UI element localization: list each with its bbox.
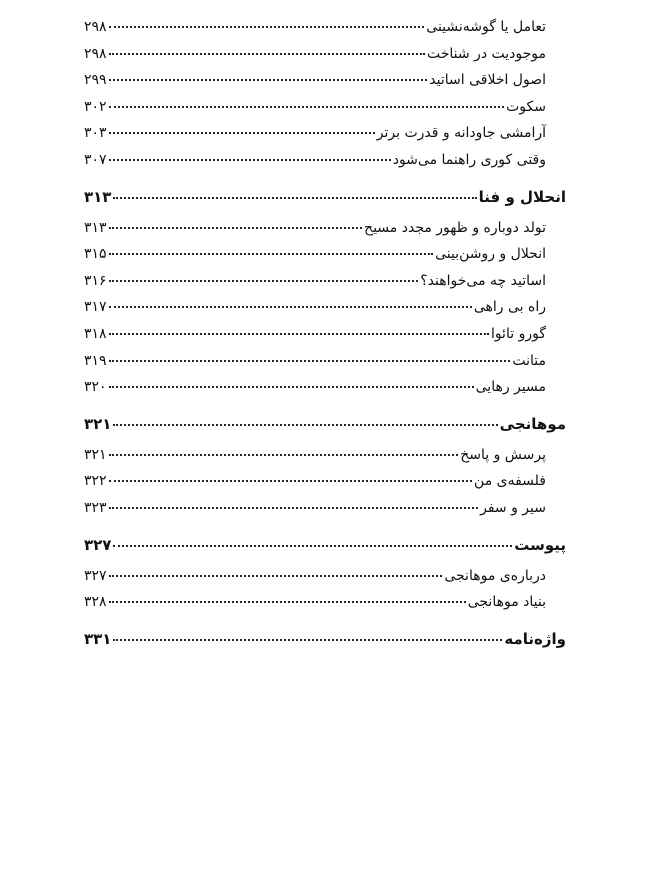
toc-chapter-title: پیوست xyxy=(514,535,566,554)
dot-leader xyxy=(109,92,505,108)
dot-leader xyxy=(113,182,476,199)
toc-chapter xyxy=(84,406,566,442)
toc-entry xyxy=(84,41,566,68)
toc-entry xyxy=(84,268,566,295)
toc-chapter xyxy=(84,179,566,215)
dot-leader xyxy=(109,561,443,577)
toc-chapter-page: ۳۲۷ xyxy=(84,535,112,554)
toc-entry xyxy=(84,147,566,174)
toc-entry xyxy=(84,348,566,375)
dot-leader xyxy=(109,118,375,134)
toc-entry-title: بنیاد موهانجی xyxy=(467,594,546,611)
toc-entry-title: سیر و سفر xyxy=(480,499,546,516)
toc-entry-title: آرامشی جاودانه و قدرت برتر xyxy=(376,125,546,142)
toc-chapter-title: موهانجی xyxy=(499,414,566,433)
toc-entry xyxy=(84,94,566,121)
toc-entry-title: پرسش و پاسخ xyxy=(460,446,546,463)
toc-entry-title: تعامل یا گوشه‌نشینی xyxy=(426,19,546,35)
dot-leader xyxy=(109,266,419,282)
toc-chapter-page: ۳۳۱ xyxy=(84,629,112,648)
toc-entry-page: ۳۲۰ xyxy=(84,379,107,396)
toc-entry-title: وقتی کوری راهنما می‌شود xyxy=(392,151,546,168)
toc-chapter-page: ۳۲۱ xyxy=(84,414,112,433)
toc-entry-page: ۳۲۲ xyxy=(84,473,107,490)
table-of-contents xyxy=(84,14,566,657)
toc-chapter-title: انحلال و فنا xyxy=(478,187,566,206)
dot-leader xyxy=(109,466,472,482)
toc-entry-page: ۲۹۸ xyxy=(84,45,107,62)
toc-entry-title: گورو تائوا xyxy=(490,325,546,342)
toc-entry-page: ۳۲۸ xyxy=(84,594,107,611)
toc-entry-title: فلسفه‌ی من xyxy=(474,473,546,490)
toc-entry xyxy=(84,215,566,242)
toc-entry-page: ۳۲۳ xyxy=(84,499,107,516)
toc-entry xyxy=(84,495,566,522)
toc-entry-title: اساتید چه می‌خواهند؟ xyxy=(420,272,546,289)
dot-leader xyxy=(109,65,428,81)
dot-leader xyxy=(113,624,502,641)
toc-entry-page: ۳۱۶ xyxy=(84,272,107,289)
toc-entry-title: درباره‌ی موهانجی xyxy=(444,567,546,584)
dot-leader xyxy=(113,530,512,547)
toc-chapter-title: واژه‌نامه xyxy=(504,629,566,648)
toc-entry xyxy=(84,294,566,321)
toc-entry-page: ۳۱۵ xyxy=(84,246,107,263)
toc-chapter-page: ۳۱۳ xyxy=(84,187,112,206)
toc-entry xyxy=(84,14,566,41)
dot-leader xyxy=(109,239,434,255)
toc-entry-title: موجودیت در شناخت xyxy=(426,45,546,62)
toc-entry-title: اصول اخلاقی اساتید xyxy=(429,72,546,89)
toc-entry-page: ۲۹۸ xyxy=(84,19,107,35)
toc-chapter xyxy=(84,621,566,657)
toc-entry xyxy=(84,563,566,590)
toc-chapter xyxy=(84,527,566,563)
dot-leader xyxy=(109,12,425,28)
toc-entry xyxy=(84,241,566,268)
toc-entry xyxy=(84,589,566,616)
toc-entry xyxy=(84,468,566,495)
toc-entry-title: متانت xyxy=(512,352,546,369)
toc-entry-page: ۳۲۷ xyxy=(84,567,107,584)
dot-leader xyxy=(109,39,425,55)
dot-leader xyxy=(109,587,466,603)
toc-entry xyxy=(84,67,566,94)
toc-entry-title: تولد دوباره و ظهور مجدد مسیح xyxy=(364,219,546,236)
dot-leader xyxy=(109,372,474,388)
dot-leader xyxy=(109,346,511,362)
dot-leader xyxy=(109,145,391,161)
dot-leader xyxy=(109,493,479,509)
toc-entry-page: ۳۰۷ xyxy=(84,151,107,168)
dot-leader xyxy=(109,213,362,229)
toc-entry-page: ۳۱۳ xyxy=(84,219,107,236)
toc-entry-page: ۳۱۹ xyxy=(84,352,107,369)
toc-entry-page: ۳۱۷ xyxy=(84,299,107,316)
toc-entry-page: ۳۱۸ xyxy=(84,325,107,342)
dot-leader xyxy=(109,292,472,308)
toc-entry xyxy=(84,321,566,348)
toc-entry-title: انحلال و روشن‌بینی xyxy=(435,246,546,263)
toc-entry-page: ۲۹۹ xyxy=(84,72,107,89)
toc-entry-page: ۳۲۱ xyxy=(84,446,107,463)
toc-entry-page: ۳۰۳ xyxy=(84,125,107,142)
toc-entry-page: ۳۰۲ xyxy=(84,98,107,115)
toc-entry xyxy=(84,374,566,401)
toc-entry xyxy=(84,442,566,469)
toc-entry-title: راه بی راهی xyxy=(473,299,546,316)
dot-leader xyxy=(113,409,497,426)
dot-leader xyxy=(109,440,459,456)
toc-entry-title: سکوت xyxy=(506,98,546,115)
toc-entry-title: مسیر رهایی xyxy=(475,379,546,396)
toc-entry xyxy=(84,120,566,147)
dot-leader xyxy=(109,319,489,335)
